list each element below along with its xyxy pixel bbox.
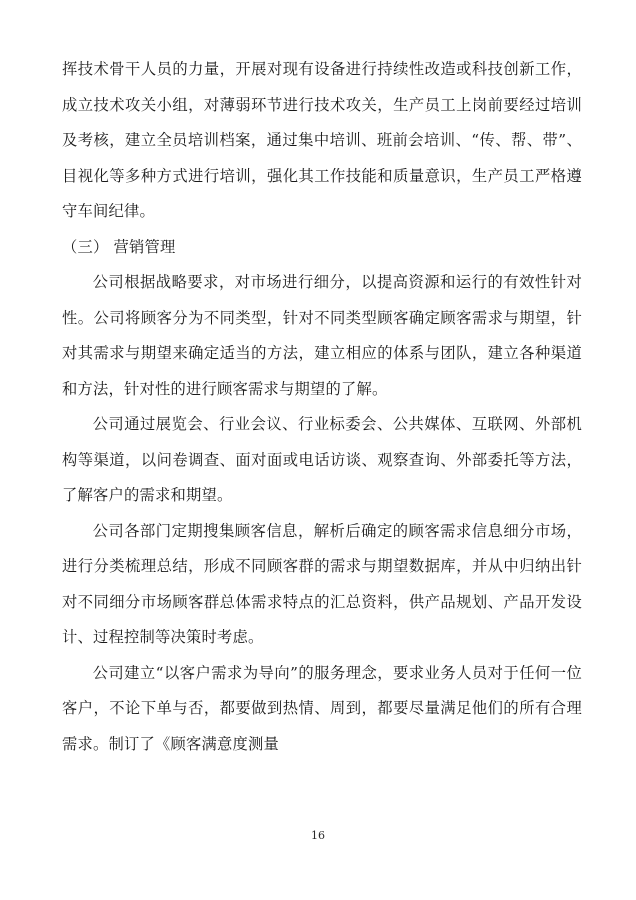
paragraph-customer-channels: 公司通过展览会、行业会议、行业标委会、公共媒体、互联网、外部机构等渠道，以问卷调查、面对面或电话访谈、观察查询、外部委托等方法，了解客户的需求和期望。 (62, 415, 582, 504)
paragraph-customer-database: 公司各部门定期搜集顾客信息，解析后确定的顾客需求信息细分市场，进行分类梳理总结，形成不同顾客群的需求与期望数据库，并从中归纳出针对不同细分市场顾客群总体需求特点的汇总资料，供产品规划、产品开发设计、过程控制等决策时考虑。 (62, 521, 582, 646)
page-number: 16 (311, 829, 325, 842)
paragraph-service-concept: 公司建立“以客户需求为导向”的服务理念，要求业务人员对于任何一位客户，不论下单与否，都要做到热情、周到，都要尽量满足他们的所有合理需求。制订了《顾客满意度测量 (62, 663, 582, 753)
section-heading-marketing-management: （三） 营销管理 (62, 237, 176, 256)
paragraph-market-segmentation: 公司根据战略要求，对市场进行细分，以提高资源和运行的有效性针对性。公司将顾客分为不同类型，针对不同类型顾客确定顾客需求与期望，针对其需求与期望来确定适当的方法，建立相应的体系与团队，建立各种渠道和方法，针对性的进行顾客需求与期望的了解。 (62, 273, 582, 398)
paragraph-continued: 挥技术骨干人员的力量，开展对现有设备进行持续性改造或科技创新工作，成立技术攻关小组，对薄弱环节进行技术攻关，生产员工上岗前要经过培训及考核，建立全员培训档案，通过集中培训、班前会培训、“传、帮、带”、目视化等多种方式进行培训，强化其工作技能和质量意识，生产员工严格遵守车间纪律。 (62, 60, 582, 220)
